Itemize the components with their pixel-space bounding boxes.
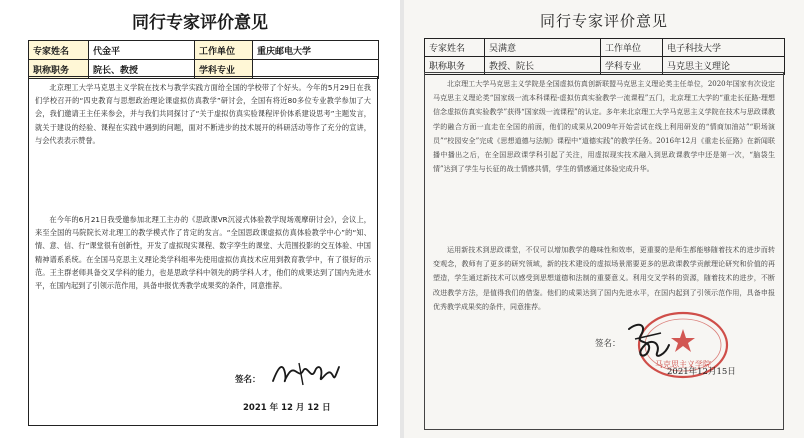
subject-value: 马克思主义理论 [663,57,785,75]
evaluation-body [28,76,378,426]
signature-label: 签名： [235,375,261,385]
handwritten-signature [269,359,343,389]
evaluation-form-right [404,0,804,438]
org-label: 工作单位 [195,41,253,60]
subject-label: 学科专业 [195,60,253,79]
title-value: 教授、院长 [485,57,601,75]
signature-label: 签名： [595,339,621,349]
page-title: 同行专家评价意见 [539,12,668,30]
title-value: 院长、教授 [89,60,195,79]
name-label: 专家姓名 [425,39,485,57]
title-label: 职称职务 [425,57,485,75]
expert-info-table [28,40,379,79]
evaluation-paragraph-2: 运用新技术到思政课堂，不仅可以增加教学的趣味性和效率，更重要的是师生都能够随着技术的进步而转变观念，教师有了更多的研究领域，新的技术建设的虚拟场景需要更多的思政课教学贡献理论研究和价值的再塑造，学生通过新技术可以感受到思想道德和法制的重要意义。利用交叉学科的资源，随着技术的进步，不断改进教学方法，是值得我们的借鉴。他们的成果达到了国内先进水平，在国内起到了引领示范作用，具备申报优秀教学成果奖的条件，同意推荐。 [433,246,775,311]
expert-info-table [424,38,785,75]
name-value: 吴满意 [485,39,601,57]
signature-date: 2021 年 12 月 12 日 [243,403,331,413]
title-label: 职称职务 [29,60,89,79]
org-value: 重庆邮电大学 [253,41,379,60]
name-value: 代金平 [89,41,195,60]
evaluation-paragraph-1: 北京理工大学马克思主义学院在技术与教学实践方面给全国的学校带了个好头。今年的5月29日在我们学校召开的“四史教育与思想政治理论课虚拟仿真教学”研讨会，全国有将近80多位专业教学参加了大会，我们邀请王主任来参会，并与我们共同探讨了“关于虚拟仿真实验课程评价体系建设思考”主题发言，就关于建设的经验、课程在实践中遇到的问题，面对不断进步的技术展开的科研活动等作了充分的宣讲，与会代表表示赞誉。 [35,83,371,145]
page-title: 同行专家评价意见 [132,13,268,33]
evaluation-body [424,72,784,430]
evaluation-paragraph-1: 北京理工大学马克思主义学院是全国虚拟仿真创新联盟马克思主义理论类主任单位，2020年国家有次设定马克思主义理论类“国家级一流本科课程-虚拟仿真实验教学一流课程”五门，北京理工大学的“重走长征路-理想信念虚拟仿真实验教学”获得“国家级一流课程”的认定。多年来北京理工大学马克思主义学院在技术与思政课教学的融合方面一直走在全国的前面，他们的成果从2009年开始尝试在线上利用研发的“情商加油站”“职场演员”“校园安全”完成《思想道德与法制》课程中“道德实践”的教学任务。2016年12月《重走长征路》在新闻联播中播出之后，在全国思政课学科引起了关注，用虚拟现实技术融入到思政课教学中还是第一次，“脑袋生情”达到了学生与长征的战士情感共情，学生的情感通过体验完成升华。 [433,80,775,174]
org-label: 工作单位 [601,39,663,57]
name-label: 专家姓名 [29,41,89,60]
seal-text: 马克思主义学院 [655,360,711,369]
evaluation-paragraph-2: 在今年的6月21日我受邀参加北理工主办的《思政课VR沉浸式体验教学现场观摩研讨会》，会议上，来至全国的马院院长对北理工的教学模式作了肯定的发言。“全国思政课虚拟仿真体验教学中心”的“知、情、意、信、行”课堂很有创新性，开发了虚拟现实课程、数字孪生的课堂、大范围投影的交互体验、中国精神谱系系统。在全国马克思主义理论类学科组率先使用虚拟仿真技术应用到教育教学中，有了很好的示范。王主群老师具备交叉学科的能力，也是思政学科中领先的跨学科人才，他们的成果达到了国内先进水平，在国内起到了引领示范作用，具备申报优秀教学成果奖的条件，同意推荐。 [35,215,371,291]
table-row [425,39,785,57]
evaluation-form-left [0,0,400,438]
handwritten-signature [621,319,673,363]
table-row [29,41,379,60]
subject-label: 学科专业 [601,57,663,75]
org-value: 电子科技大学 [663,39,785,57]
signature-date: 2021年12月15日 [667,367,736,377]
